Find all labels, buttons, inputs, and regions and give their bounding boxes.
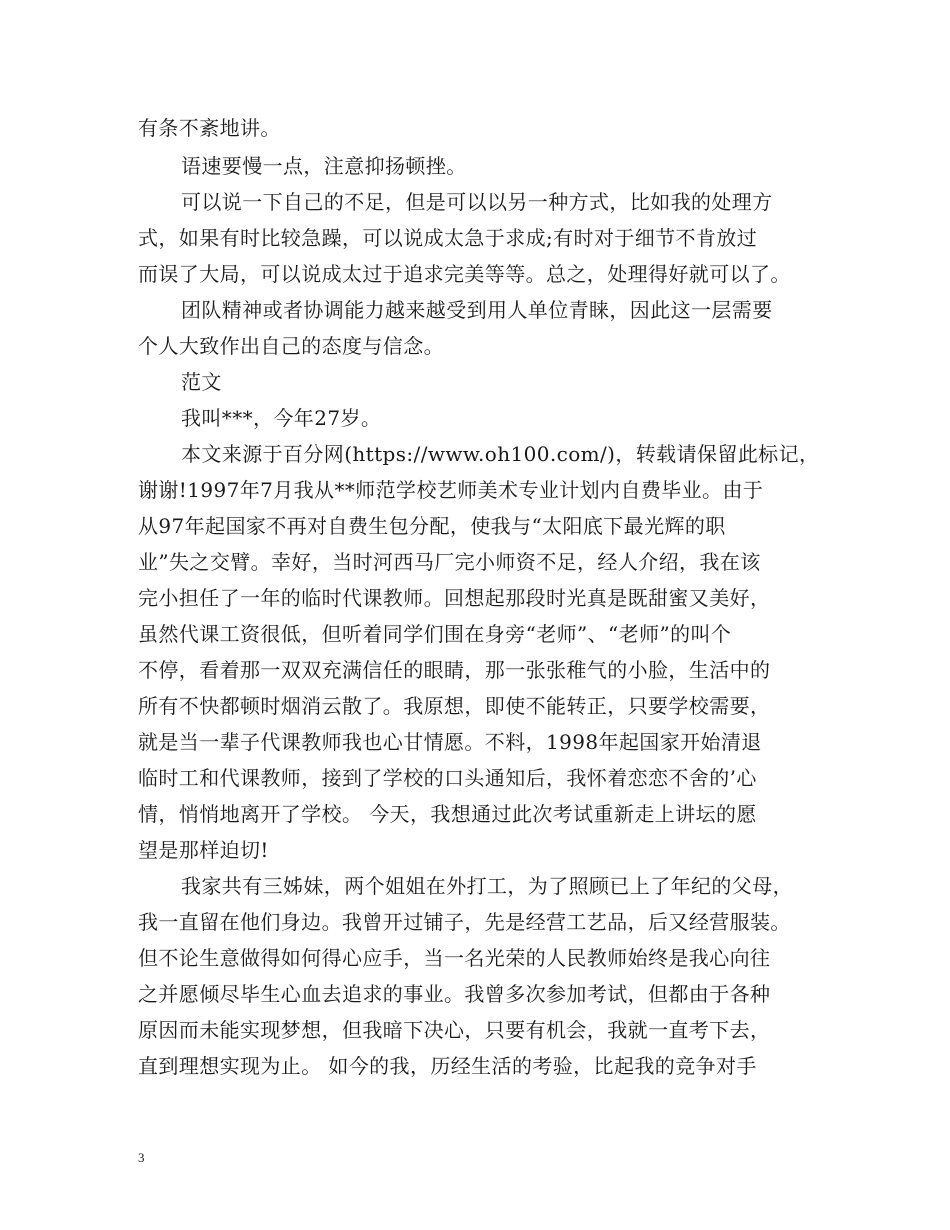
text-line: 直到理想实现为止。 如今的我，历经生活的考验，比起我的竞争对手 xyxy=(138,1054,757,1078)
text-line: 所有不快都顿时烟消云散了。我原想，即使不能转正，只要学校需要， xyxy=(138,694,771,718)
page-number: 3 xyxy=(138,1150,145,1165)
text-line: 从97年起国家不再对自费生包分配，使我与“太阳底下最光辉的职 xyxy=(138,514,726,538)
text-line: 但不论生意做得如何得心应手，当一名光荣的人民教师始终是我心向往 xyxy=(138,946,771,970)
text-line: 完小担任了一年的临时代课教师。回想起那段时光真是既甜蜜又美好， xyxy=(138,586,771,610)
text-line: 我叫***，今年27岁。 xyxy=(181,406,382,430)
text-line: 望是那样迫切! xyxy=(138,838,269,862)
text-line: 本文来源于百分网(https://www.oh100.com/)，转载请保留此标记， xyxy=(181,442,820,466)
text-line: 团队精神或者协调能力越来越受到用人单位青睐，因此这一层需要 xyxy=(181,298,773,322)
text-line: 原因而未能实现梦想，但我暗下决心，只要有机会，我就一直考下去， xyxy=(138,1018,771,1042)
text-line: 可以说一下自己的不足，但是可以以另一种方式，比如我的处理方 xyxy=(181,190,773,214)
text-line: 谢谢!1997年7月我从**师范学校艺师美术专业计划内自费毕业。由于 xyxy=(138,478,764,502)
text-line: 我家共有三姊妹，两个姐姐在外打工，为了照顾已上了年纪的父母， xyxy=(181,874,793,898)
text-line: 之并愿倾尽毕生心血去追求的事业。我曾多次参加考试，但都由于各种 xyxy=(138,982,771,1006)
text-line: 业”失之交臂。幸好，当时河西马厂完小师资不足，经人介绍，我在该 xyxy=(138,550,761,574)
text-line: 临时工和代课教师，接到了学校的口头通知后，我怀着恋恋不舍的’心 xyxy=(138,766,757,790)
text-line: 个人大致作出自己的态度与信念。 xyxy=(138,334,444,358)
text-line: 虽然代课工资很低，但听着同学们围在身旁“老师”、“老师”的叫个 xyxy=(138,622,732,646)
text-line: 范文 xyxy=(181,370,222,394)
text-line: 而误了大局，可以说成太过于追求完美等等。总之，处理得好就可以了。 xyxy=(138,262,791,286)
text-line: 式，如果有时比较急躁，可以说成太急于求成;有时对于细节不肯放过 xyxy=(138,226,758,250)
text-line: 语速要慢一点，注意抑扬顿挫。 xyxy=(181,154,467,178)
text-line: 我一直留在他们身边。我曾开过铺子，先是经营工艺品，后又经营服装。 xyxy=(138,910,791,934)
text-line: 就是当一辈子代课教师我也心甘情愿。不料，1998年起国家开始清退 xyxy=(138,730,762,754)
text-line: 不停，看着那一双双充满信任的眼睛，那一张张稚气的小脸，生活中的 xyxy=(138,658,771,682)
text-line: 情，悄悄地离开了学校。 今天，我想通过此次考试重新走上讲坛的愿 xyxy=(138,802,757,826)
text-line: 有条不紊地讲。 xyxy=(138,116,281,140)
